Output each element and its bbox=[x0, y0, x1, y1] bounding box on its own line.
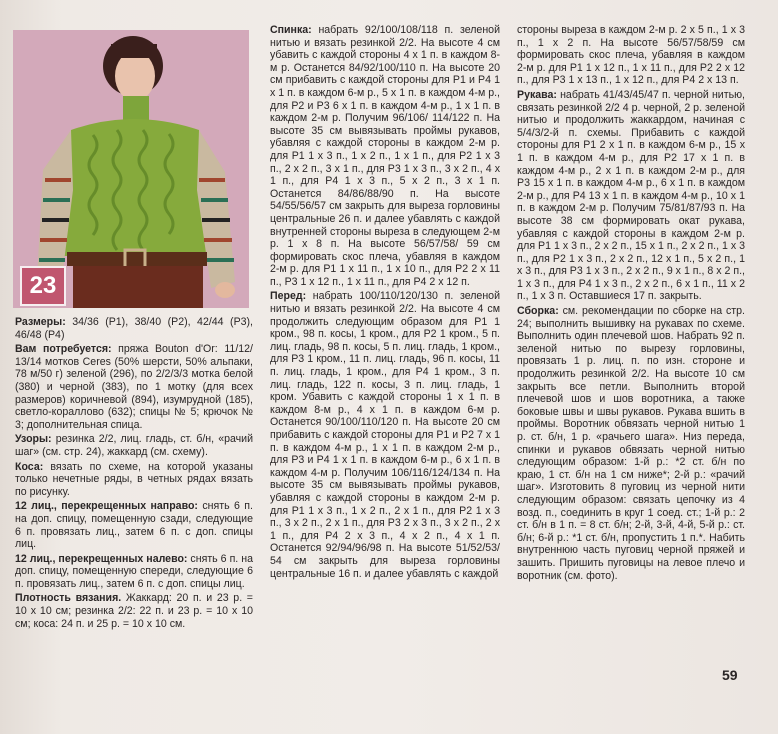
left-cross-paragraph bbox=[15, 553, 253, 591]
braid-label: Коса: bbox=[15, 460, 44, 473]
front-text: набрать 100/110/120/130 п. зеленой нитью и вязать резинкой 2/2. На высоте 4 см продолжить следующим образом для Р1 1 кром., 98 п. косы, 1 кром., для Р2 1 кром., 5 п. лиц. гладь, 98 п. косы, 5 п. лиц. гладь, 1 кром., для Р3 1 кром., 11 п. лиц. гладь, 96 п. косы, 11 п. лиц. гладь, 1 кром., для Р4 1 кром., 3 п. лиц. гладь, 122 п. косы, 3 п. лиц. гладь, 1 кром. Убавить с каждой стороны 1 х 1 п. в каждом 8-м р., 4 х 1 п. в каждом 6-м р. Останется 90/100/110/120 п. На высоте 20 см прибавить с каждой стороны для Р1 и Р2 7 х 1 п. в каждом 4-м р., 1 х 1 п. в каждом 2-м р., для Р3 и Р4 1 х 1 п. в каждом 6-м р., 6 х 1 п. в каждом 4-м р. Получим 106/116/124/134 п. На высоте 35 см вывязывать проймы рукавов, убавляя с каждой стороны в каждом 2-м р. для Р1 1 х 3 п., 1 х 2 п., 2 х 1 п., для Р2 1 х 3 п., 3 х 2 п., 2 х 1 п., для Р3 2 х 3 п., 3 х 2 п., 2 х 1 п., для Р4 2 х 3 п., 4 х 2 п., 4 х 1 п. Останется 92/94/96/98 п. На высоте 51/52/53/ 54 см закрыть для выреза горловины центральные 16 п. и далее убавлять с каждой bbox=[270, 290, 500, 580]
materials-label: Вам потребуется: bbox=[15, 343, 112, 356]
braid-paragraph bbox=[15, 461, 253, 499]
assembly-paragraph bbox=[517, 305, 745, 582]
right-cross-paragraph bbox=[15, 500, 253, 550]
front-continued-text: стороны выреза в каждом 2-м р. 2 х 5 п., 1 х 3 п., 1 х 2 п. На высоте 56/57/58/59 см формировать скос плеча, убавляя в каждом 2-м р. для Р1 1 х 12 п., 1 х 11 п., для Р2 2 х 12 п., для Р3 1 х 13 п., 1 х 12 п., для Р4 2 х 13 п. bbox=[517, 24, 745, 87]
patterns-paragraph bbox=[15, 433, 253, 458]
front-continued-paragraph bbox=[517, 24, 745, 87]
sleeves-text: набрать 41/43/45/47 п. черной нитью, связать резинкой 2/2 4 р. черной, 2 р. зеленой нитью и продолжить жаккардом, начиная с 5/4/3/2-й п. схемы. Прибавить с каждой стороны для Р1 2 х 1 п. в каждом 6-м р., 15 х 1 п. в каждом 4-м р., для Р2 17 х 1 п. в каждом 4-м р., 2 х 1 п. в каждом 2-м р., для Р3 15 х 1 п. в каждом 4-м р., 6 х 1 п. в каждом 2-м р., для Р4 13 х 1 п. в каждом 4-м р., 10 х 1 п. в каждом 2-м р. Получим 75/81/87/93 п. На высоте 38 см формировать окат рукава, убавляя с каждой стороны в каждом 2-м р. для Р1 1 х 3 п., 2 х 2 п., 15 х 1 п., 2 х 2 п., 1 х 3 п., для Р2 1 х 3 п., 2 х 2 п., 12 х 1 п., 5 х 2 п., 1 х 3 п., для Р3 1 х 3 п., 2 х 2 п., 9 х 1 п., 8 х 2 п., 1 х 3 п., для Р4 1 х 3 п., 2 х 2 п., 6 х 1 п., 11 х 2 п., 1 х 3 п. Оставшиеся 17 п. закрыть. bbox=[517, 88, 745, 303]
patterns-label: Узоры: bbox=[15, 433, 52, 446]
sizes-label: Размеры: bbox=[15, 316, 66, 328]
sizes-paragraph bbox=[15, 316, 253, 341]
patterns-text: резинка 2/2, лиц. гладь, ст. б/н, «рачий шаг» (см. стр. 24), жаккард (см. схему). bbox=[15, 433, 253, 458]
text-column-1 bbox=[15, 316, 253, 632]
braid-text: вязать по схеме, на которой указаны только нечетные ряды, в четных рядах вязать по рисунку. bbox=[15, 460, 253, 498]
front-paragraph bbox=[270, 290, 500, 580]
density-text: Жаккард: 20 п. и 23 р. = 10 х 10 см; резинка 2/2: 22 п. и 23 р. = 10 х 10 см; коса: 24 п. и 25 р. = 10 х 10 см. bbox=[15, 592, 253, 630]
sleeves-paragraph bbox=[517, 89, 745, 303]
page-number: 59 bbox=[722, 667, 738, 683]
front-label: Перед: bbox=[270, 290, 307, 303]
density-paragraph bbox=[15, 592, 253, 630]
left-cross-text: снять 6 п. на доп. спицу, помещенную спереди, следующие 6 п. провязать лиц., затем 6 п. с доп. спицы лиц. bbox=[15, 552, 253, 590]
materials-paragraph bbox=[15, 343, 253, 431]
assembly-label: Сборка: bbox=[517, 305, 559, 318]
materials-text: пряжа Bouton d'Or: 11/12/ 13/14 мотков Ceres (50% шерсти, 50% альпаки, 78 м/50 г) зеленой (296), по 2/2/3/3 мотка белой (380) и черной (383), по 1 мотку (для всех размеров) коричневой (894), изумрудной (185), светло-кораллово (632); спицы № 5; крючок № 3; дополнительная спица. bbox=[15, 343, 253, 431]
sleeves-label: Рукава: bbox=[517, 88, 557, 101]
sizes-text: 34/36 (Р1), 38/40 (Р2), 42/44 (Р3), 46/48 (Р4) bbox=[15, 316, 253, 341]
assembly-text: см. рекомендации по сборке на стр. 24; выполнить вышивку на рукавах по схеме. Выполнить один плечевой шов. Набрать 92 п. зеленой нитью по вырезу горловины, провязать 1 р. лиц. п. по изн. стороне и продолжить резинкой 2/2. На высоте 10 см закрыть все петли. Выполнить второй плечевой шов и шов воротника, а также боковые швы и швы рукавов. Рукава вшить в проймы. Воротник обвязать черной нитью 1 р. ст. б/н, 1 р. «рачьего шага». Низ переда, спинки и рукавов обвязать черной нитью следующим образом: 1-й р.: *2 ст. б/н по краю, 1 ст. б/н на 1 см ниже*; 2-й р.: «рачий шаг». Изготовить 8 пуговиц из черной нити следующим образом: связать цепочку из 4 возд. п., соединить в круг 1 соед. ст.; 1-й р.: 2 ст. б/н в 1 п. = 8 ст. б/н; 2-й, 3-й, 4-й, 5-й р.: ст. б/н; 6-й р.: *1 ст. б/н, пропустить 1 п.*. Набить внутреннюю часть пуговиц черной пряжей и зашить. Пришить пуговицы на левое плечо и воротник (см. фото). bbox=[517, 305, 745, 582]
back-label: Спинка: bbox=[270, 24, 312, 36]
text-column-3 bbox=[517, 24, 745, 584]
back-paragraph bbox=[270, 24, 500, 288]
text-column-2 bbox=[270, 24, 500, 582]
left-cross-label: 12 лиц., перекрещенных налево: bbox=[15, 552, 188, 565]
right-cross-text: снять 6 п. на доп. спицу, помещенную сзади, следующие 6 п. провязать лиц., затем 6 п. с доп. спицы лиц. bbox=[15, 500, 253, 551]
right-cross-label: 12 лиц., перекрещенных направо: bbox=[15, 500, 198, 513]
back-text: набрать 92/100/108/118 п. зеленой нитью и вязать резинкой 2/2. На высоте 4 см убавить с каждой стороны 4 х 1 п. в каждом 8-м р. Останется 84/92/100/110 п. На высоте 20 см прибавить с каждой стороны для Р1 и Р4 1 х 1 п. в каждом 6-м р., 5 х 1 п. в каждом 4-м р., для Р2 и Р3 6 х 1 п. в каждом 4-м р., 1 х 1 п. в каждом 2-м р. Получим 96/106/ 114/122 п. На высоте 35 см вывязывать проймы рукавов, убавляя с каждой стороны в каждом 2-м р. для Р1 1 х 3 п., 1 х 2 п., 1 х 1 п., для Р2 1 х 3 п., 2 х 2 п., 3 х 1 п., для Р3 1 х 3 п., 3 х 2 п., 4 х 1 п., для Р4 1 х 3 п., 5 х 2 п., 3 х 1 п. Останется 84/86/88/90 п. На высоте 54/55/56/57 см закрыть для выреза горловины центральные 26 п. и далее убавлять с каждой внутренней стороны выреза в следующем 2-м р. 1 х 8 п. На высоте 56/57/58/ 59 см формировать скос плеча, убавляя в каждом 2-м р. для Р1 1 х 11 п., 1 х 10 п., для Р2 2 х 11 п., Р3 1 х 12 п., 1 х 11 п., для Р4 2 х 12 п. bbox=[270, 24, 500, 288]
pattern-number-badge: 23 bbox=[20, 266, 66, 306]
density-label: Плотность вязания. bbox=[15, 592, 122, 605]
